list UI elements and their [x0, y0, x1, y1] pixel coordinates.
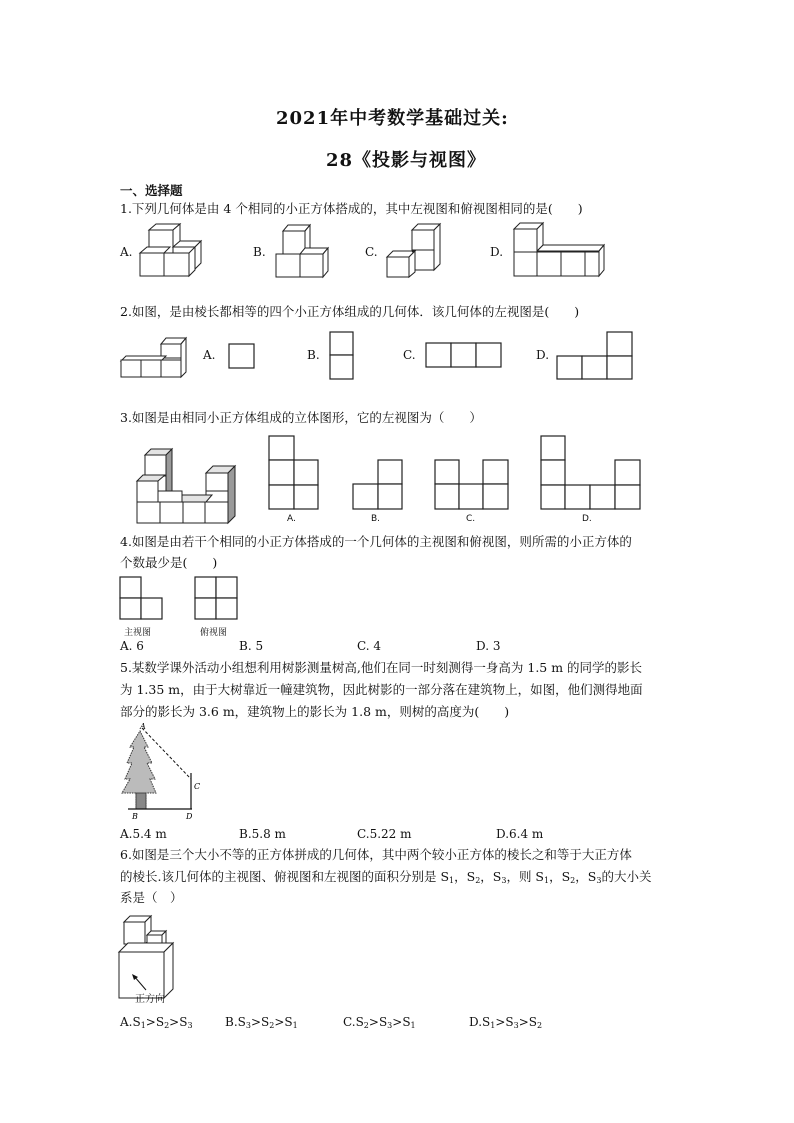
q5-option-a: A.5.4 m: [120, 827, 167, 841]
q1-figure-a: [140, 222, 202, 278]
question-5-line-3: 部分的影长为 3.6 m，建筑物上的影长为 1.8 m，则树的高度为( ): [120, 704, 510, 719]
q6-option-b: $B.S_3>S_2>S_1$: [225, 1015, 298, 1030]
q2-option-b-label: B.: [307, 348, 320, 362]
q3-option-b-label: B.: [371, 514, 381, 524]
q4-option-d: D. 3: [476, 639, 501, 653]
q3-figure: [136, 448, 238, 526]
q2-option-c-label: C.: [403, 348, 416, 362]
q1-option-a-label: A.: [120, 245, 133, 259]
q5-option-b: B.5.8 m: [239, 827, 286, 841]
q6-figure: [118, 914, 180, 994]
q3-option-a-figure: [268, 435, 320, 511]
q3-option-a-label: A.: [287, 514, 296, 524]
point-label-a: A: [140, 722, 146, 731]
q2-option-a-label: A.: [203, 348, 216, 362]
q4-top-view-caption: 俯视图: [200, 628, 228, 638]
q2-option-a-figure: [228, 343, 256, 369]
q1-option-c-label: C.: [365, 245, 378, 259]
page-title: 2021年中考数学基础过关:: [276, 108, 509, 129]
question-1-text: 1.下列几何体是由 4 个相同的小正方体搭成的，其中左视图和俯视图相同的是( ): [120, 201, 583, 216]
q2-option-d-figure: [556, 331, 634, 381]
question-4-line-1: 4.如图是由若干个相同的小正方体搭成的一个几何体的主视图和俯视图，则所需的小正方体的: [120, 534, 632, 549]
question-6-line-1: 6.如图是三个大小不等的正方体拼成的几何体，其中两个较小正方体的棱长之和等于大正方体: [120, 847, 632, 862]
q1-figure-c: [384, 222, 446, 278]
q1-option-b-label: B.: [253, 245, 266, 259]
q1-figure-b: [276, 222, 330, 278]
q4-front-view: [119, 576, 165, 622]
point-label-c: C: [194, 782, 201, 791]
question-6-line-3: 系是（ ）: [120, 890, 183, 905]
q6-option-c: $C.S_2>S_3>S_1$: [343, 1015, 416, 1030]
q5-option-c: C.5.22 m: [357, 827, 412, 841]
q6-direction-caption: 正方向: [135, 994, 165, 1005]
q3-option-c-label: C.: [466, 514, 476, 524]
section-heading: 一、选择题: [120, 183, 183, 198]
question-2-text: 2.如图，是由棱长都相等的四个小正方体组成的几何体．该几何体的左视图是( ): [120, 304, 580, 319]
question-6-line-2: 的棱长.该几何体的主视图、俯视图和左视图的面积分别是 $S_1$，$S_2$，$S_3$，则 $S_1$，$S_2$，$S_3$的大小关: [120, 869, 652, 885]
q4-front-view-caption: 主视图: [124, 628, 152, 638]
q3-option-b-figure: [352, 459, 404, 511]
point-label-d: D: [186, 812, 193, 821]
question-3-text: 3.如图是由相同小正方体组成的立体图形，它的左视图为（ ）: [120, 410, 482, 425]
q4-top-view: [194, 576, 240, 622]
q5-tree-figure: [118, 723, 208, 823]
q2-option-b-figure: [329, 331, 355, 381]
q4-option-b: B. 5: [239, 639, 264, 653]
q1-figure-d: [513, 222, 605, 278]
question-5-line-2: 为 1.35 m，由于大树靠近一幢建筑物，因此树影的一部分落在建筑物上，如图，他们测得地面: [120, 682, 643, 697]
q1-option-d-label: D.: [490, 245, 504, 259]
q3-option-d-figure: [540, 435, 642, 511]
q4-option-c: C. 4: [357, 639, 382, 653]
q3-option-d-label: D.: [582, 514, 592, 524]
point-label-b: B: [132, 812, 138, 821]
q3-option-c-figure: [434, 459, 510, 511]
q2-option-d-label: D.: [536, 348, 550, 362]
q2-figure: [121, 332, 187, 378]
question-5-line-1: 5.某数学课外活动小组想利用树影测量树高,他们在同一时刻测得一身高为 1.5 m 的同学的影长: [120, 660, 643, 675]
q4-option-a: A. 6: [120, 639, 144, 653]
q6-option-a: $A.S_1>S_2>S_3$: [120, 1015, 193, 1030]
q2-option-c-figure: [425, 342, 503, 369]
page-subtitle: 28《投影与视图》: [326, 150, 487, 171]
q5-option-d: D.6.4 m: [496, 827, 544, 841]
q6-option-d: $D.S_1>S_3>S_2$: [469, 1015, 543, 1030]
question-4-line-2: 个数最少是( ): [120, 555, 218, 570]
